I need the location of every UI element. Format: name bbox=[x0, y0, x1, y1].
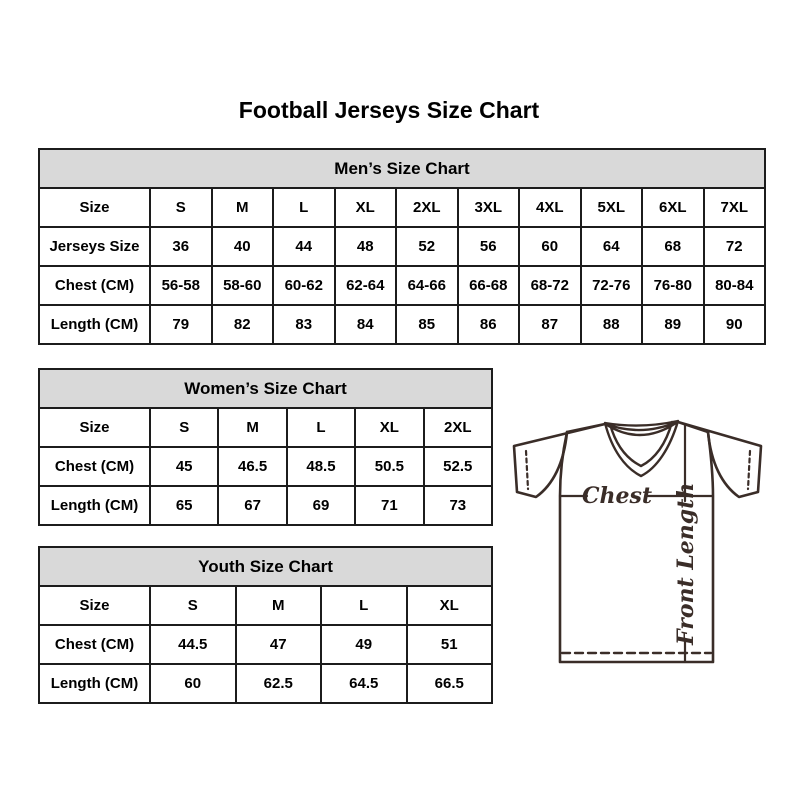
value-cell: 45 bbox=[150, 447, 218, 486]
row-header-cell: Size bbox=[39, 188, 150, 227]
value-cell: 90 bbox=[704, 305, 766, 344]
youth-size-chart-table bbox=[38, 546, 493, 704]
value-cell: 72 bbox=[704, 227, 766, 266]
value-cell: 60-62 bbox=[273, 266, 335, 305]
value-cell: 46.5 bbox=[218, 447, 286, 486]
mens-size-chart-table bbox=[38, 148, 766, 345]
value-cell: 67 bbox=[218, 486, 286, 525]
value-cell: 64.5 bbox=[321, 664, 407, 703]
value-cell: 66-68 bbox=[458, 266, 520, 305]
value-cell: 4XL bbox=[519, 188, 581, 227]
value-cell: 66.5 bbox=[407, 664, 493, 703]
value-cell: 48.5 bbox=[287, 447, 355, 486]
row-header-cell: Chest (CM) bbox=[39, 266, 150, 305]
table-title: Women’s Size Chart bbox=[39, 369, 492, 408]
value-cell: 83 bbox=[273, 305, 335, 344]
value-cell: 52 bbox=[396, 227, 458, 266]
value-cell: 3XL bbox=[458, 188, 520, 227]
value-cell: S bbox=[150, 408, 218, 447]
value-cell: 76-80 bbox=[642, 266, 704, 305]
value-cell: 82 bbox=[212, 305, 274, 344]
value-cell: L bbox=[287, 408, 355, 447]
value-cell: 47 bbox=[236, 625, 322, 664]
chest-label: Chest bbox=[581, 483, 653, 509]
value-cell: 56-58 bbox=[150, 266, 212, 305]
value-cell: 48 bbox=[335, 227, 397, 266]
value-cell: 69 bbox=[287, 486, 355, 525]
value-cell: 68 bbox=[642, 227, 704, 266]
value-cell: 72-76 bbox=[581, 266, 643, 305]
value-cell: 5XL bbox=[581, 188, 643, 227]
row-header-cell: Size bbox=[39, 408, 150, 447]
value-cell: 50.5 bbox=[355, 447, 423, 486]
row-header-cell: Jerseys Size bbox=[39, 227, 150, 266]
value-cell: 79 bbox=[150, 305, 212, 344]
value-cell: 62.5 bbox=[236, 664, 322, 703]
row-header-cell: Length (CM) bbox=[39, 486, 150, 525]
jersey-measurement-diagram bbox=[505, 413, 770, 665]
row-header-cell: Size bbox=[39, 586, 150, 625]
value-cell: 2XL bbox=[424, 408, 492, 447]
row-header-cell: Length (CM) bbox=[39, 664, 150, 703]
value-cell: XL bbox=[407, 586, 493, 625]
value-cell: 2XL bbox=[396, 188, 458, 227]
value-cell: 44 bbox=[273, 227, 335, 266]
value-cell: 85 bbox=[396, 305, 458, 344]
size-table bbox=[38, 546, 493, 704]
left-cuff-stitch-line bbox=[526, 451, 528, 489]
row-header-cell: Length (CM) bbox=[39, 305, 150, 344]
right-cuff-stitch-line bbox=[748, 451, 750, 489]
value-cell: 84 bbox=[335, 305, 397, 344]
value-cell: 44.5 bbox=[150, 625, 236, 664]
value-cell: 51 bbox=[407, 625, 493, 664]
value-cell: 88 bbox=[581, 305, 643, 344]
value-cell: 65 bbox=[150, 486, 218, 525]
value-cell: S bbox=[150, 188, 212, 227]
value-cell: 36 bbox=[150, 227, 212, 266]
value-cell: M bbox=[236, 586, 322, 625]
value-cell: 6XL bbox=[642, 188, 704, 227]
value-cell: M bbox=[218, 408, 286, 447]
value-cell: XL bbox=[335, 188, 397, 227]
value-cell: 56 bbox=[458, 227, 520, 266]
row-header-cell: Chest (CM) bbox=[39, 625, 150, 664]
row-header-cell: Chest (CM) bbox=[39, 447, 150, 486]
value-cell: L bbox=[273, 188, 335, 227]
value-cell: XL bbox=[355, 408, 423, 447]
value-cell: 89 bbox=[642, 305, 704, 344]
value-cell: L bbox=[321, 586, 407, 625]
value-cell: 71 bbox=[355, 486, 423, 525]
size-table bbox=[38, 148, 766, 345]
womens-size-chart-table bbox=[38, 368, 493, 526]
size-table bbox=[38, 368, 493, 526]
value-cell: 49 bbox=[321, 625, 407, 664]
value-cell: 64-66 bbox=[396, 266, 458, 305]
value-cell: 86 bbox=[458, 305, 520, 344]
value-cell: 60 bbox=[150, 664, 236, 703]
value-cell: 64 bbox=[581, 227, 643, 266]
value-cell: 80-84 bbox=[704, 266, 766, 305]
value-cell: 68-72 bbox=[519, 266, 581, 305]
jersey-collar bbox=[605, 421, 678, 476]
value-cell: 40 bbox=[212, 227, 274, 266]
value-cell: 58-60 bbox=[212, 266, 274, 305]
value-cell: 62-64 bbox=[335, 266, 397, 305]
front-length-label: Front Length bbox=[673, 482, 699, 645]
value-cell: 87 bbox=[519, 305, 581, 344]
table-title: Youth Size Chart bbox=[39, 547, 492, 586]
value-cell: S bbox=[150, 586, 236, 625]
value-cell: 60 bbox=[519, 227, 581, 266]
table-title: Men’s Size Chart bbox=[39, 149, 765, 188]
value-cell: 73 bbox=[424, 486, 492, 525]
value-cell: 52.5 bbox=[424, 447, 492, 486]
page-title: Football Jerseys Size Chart bbox=[238, 97, 540, 123]
value-cell: 7XL bbox=[704, 188, 766, 227]
value-cell: M bbox=[212, 188, 274, 227]
